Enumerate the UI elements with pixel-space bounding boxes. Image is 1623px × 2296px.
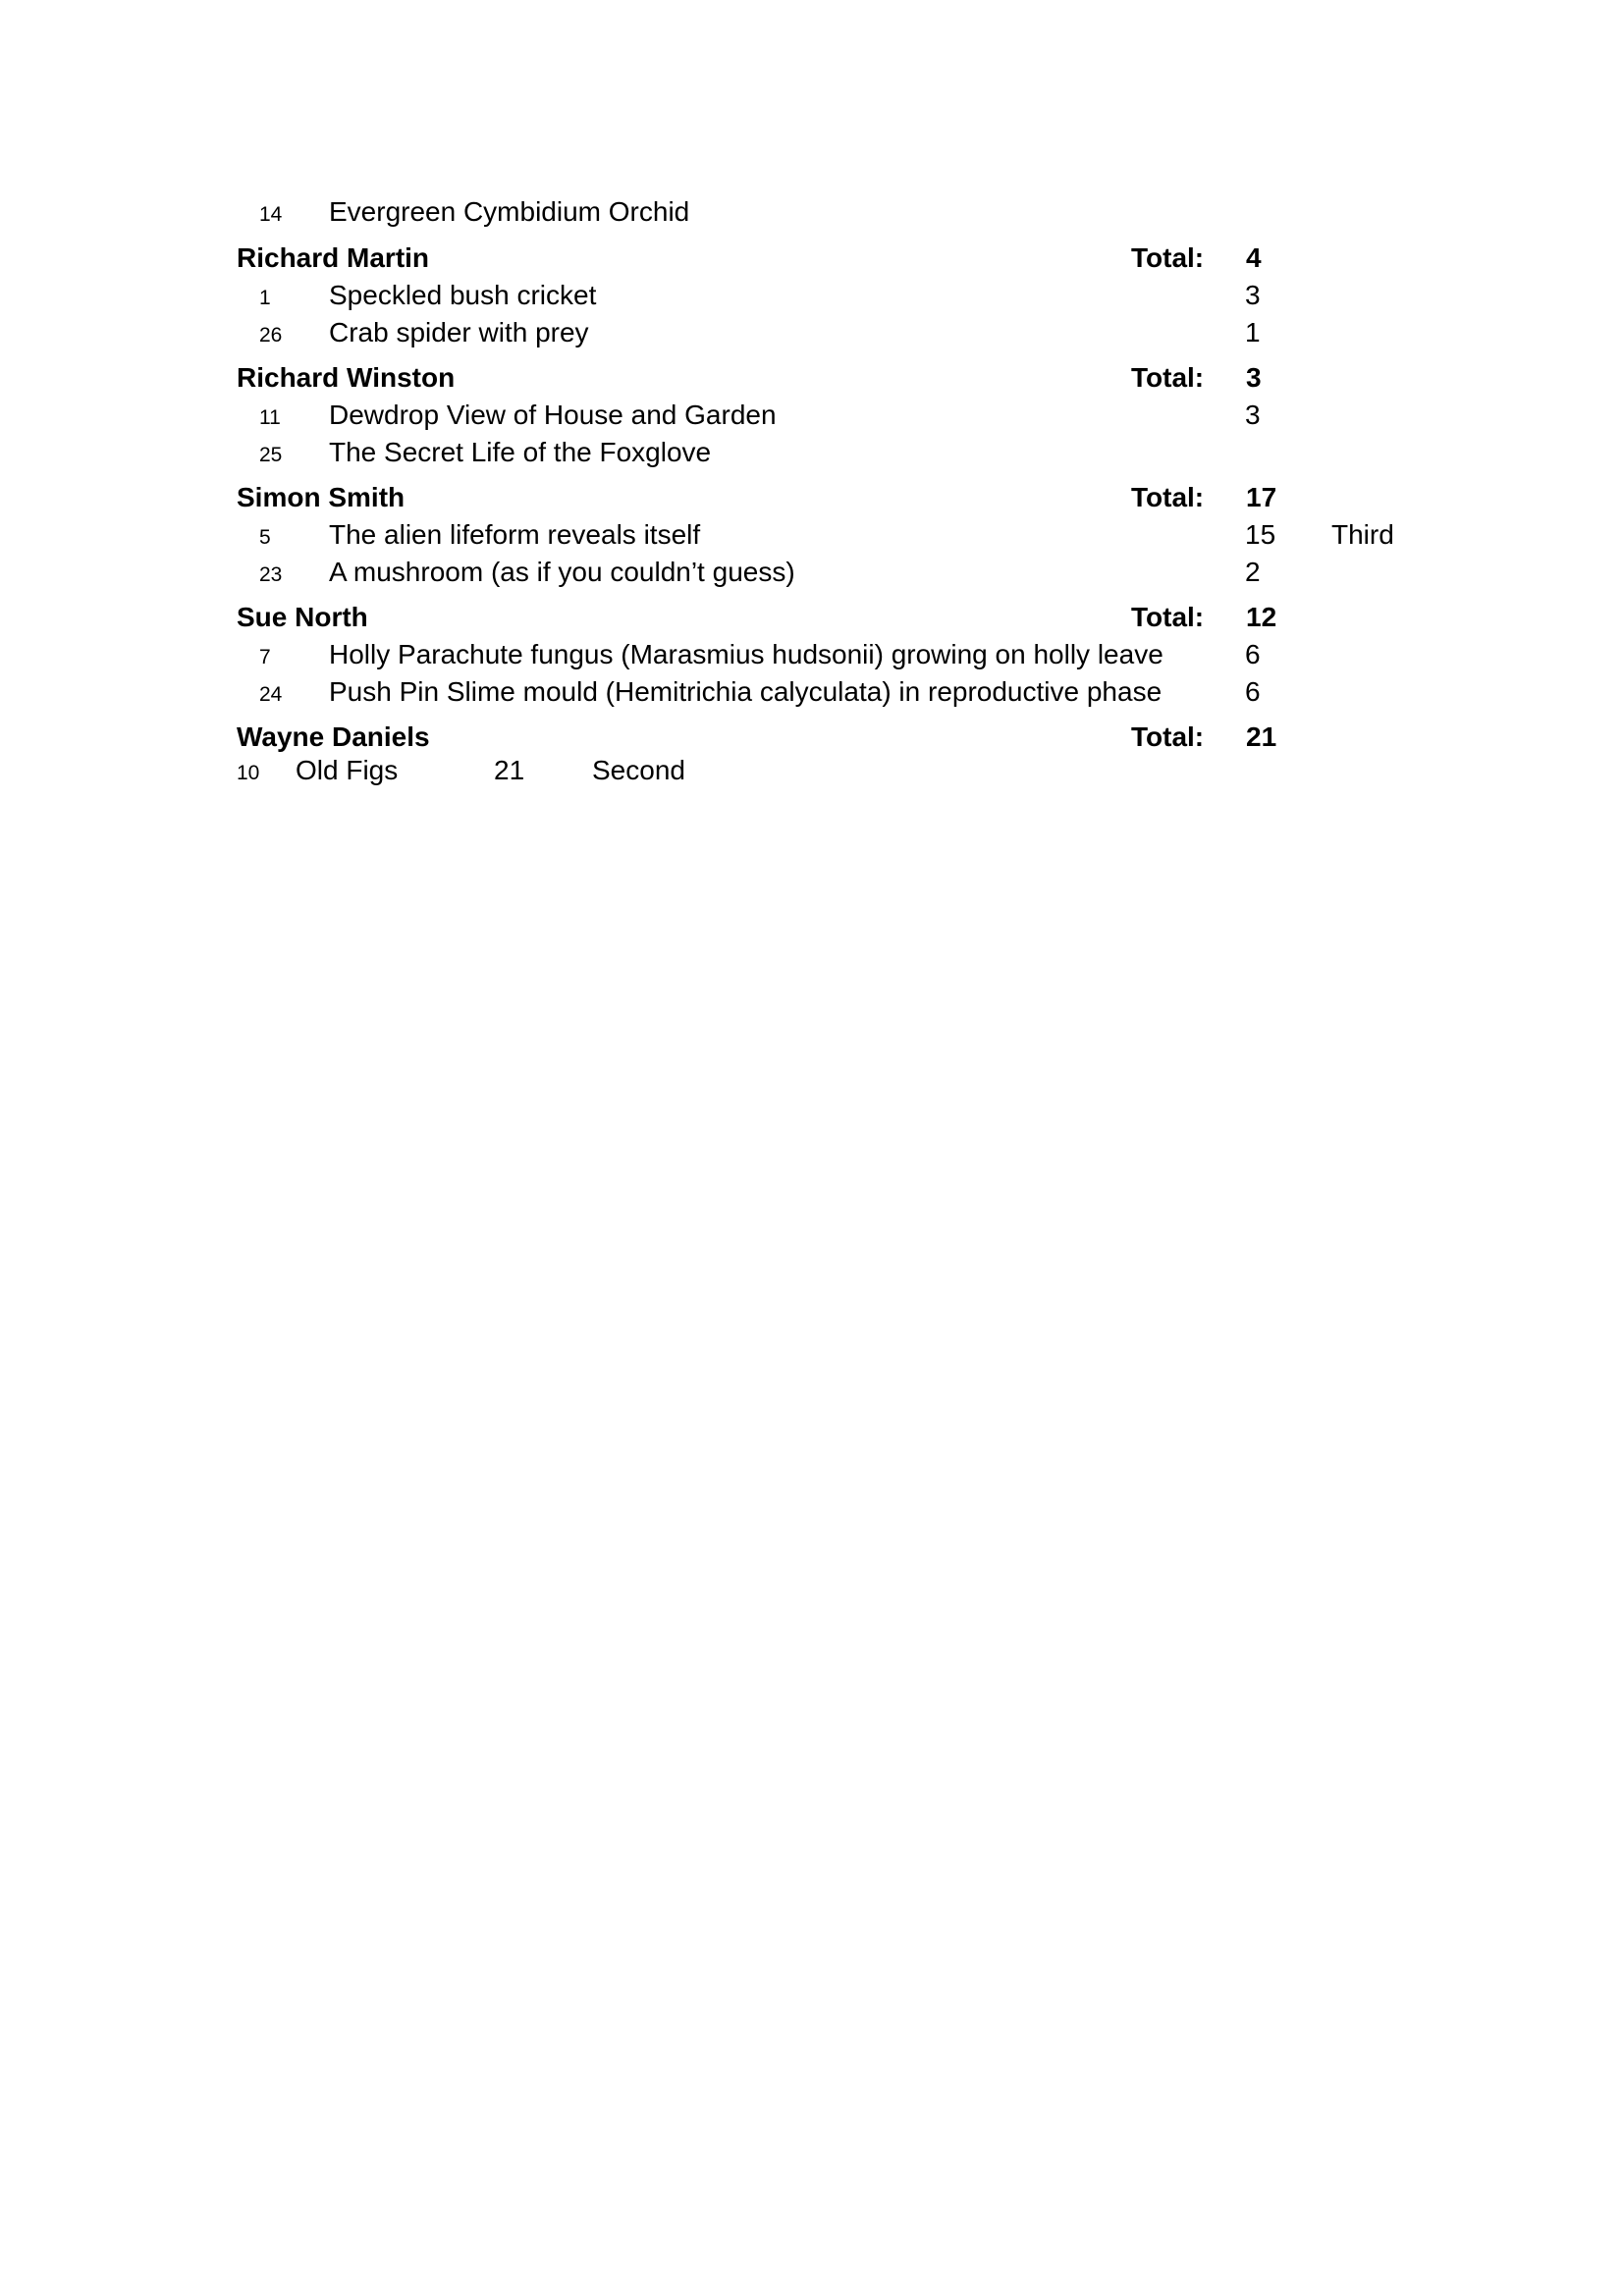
total-label: Total: xyxy=(1131,721,1205,752)
entry-place: Second xyxy=(592,755,685,785)
total-value: 12 xyxy=(1246,602,1277,632)
photographer-row xyxy=(0,362,1623,400)
entry-title: The alien lifeform reveals itself xyxy=(329,519,701,550)
entry-score: 1 xyxy=(1245,317,1261,347)
photographer-row xyxy=(0,242,1623,280)
entry-score: 6 xyxy=(1245,676,1261,707)
entry-score: 6 xyxy=(1245,639,1261,669)
entry-row xyxy=(0,755,1623,792)
entry-place: Third xyxy=(1331,519,1394,550)
total-label: Total: xyxy=(1131,602,1205,632)
entry-score: 3 xyxy=(1245,400,1261,430)
total-value: 21 xyxy=(1246,721,1277,752)
entry-number: 11 xyxy=(259,406,281,429)
entry-title: Crab spider with prey xyxy=(329,317,589,347)
entry-number: 25 xyxy=(259,444,283,466)
entry-row xyxy=(0,196,1623,234)
entry-title: Old Figs xyxy=(296,755,399,785)
photographer-name: Richard Winston xyxy=(237,362,456,393)
entry-title: A mushroom (as if you couldn’t guess) xyxy=(329,557,795,587)
total-label: Total: xyxy=(1131,362,1205,393)
entry-title: Holly Parachute fungus (Marasmius hudsonii) growing on holly leave xyxy=(329,639,1163,669)
entry-title: Dewdrop View of House and Garden xyxy=(329,400,777,430)
entry-row xyxy=(0,519,1623,557)
entry-number: 5 xyxy=(259,526,271,549)
entry-score: 2 xyxy=(1245,557,1261,587)
total-value: 4 xyxy=(1246,242,1262,273)
photographer-row xyxy=(0,721,1623,759)
entry-row xyxy=(0,639,1623,676)
photographer-row xyxy=(0,482,1623,519)
entry-number: 1 xyxy=(259,287,271,309)
photographer-name: Simon Smith xyxy=(237,482,406,512)
total-label: Total: xyxy=(1131,482,1205,512)
entry-row xyxy=(0,557,1623,594)
entry-number: 24 xyxy=(259,683,283,706)
photographer-name: Richard Martin xyxy=(237,242,430,273)
entry-number: 10 xyxy=(237,762,260,784)
entry-score: 3 xyxy=(1245,280,1261,310)
entry-title: Speckled bush cricket xyxy=(329,280,597,310)
entry-row xyxy=(0,400,1623,437)
total-label: Total: xyxy=(1131,242,1205,273)
entry-number: 26 xyxy=(259,324,283,347)
entry-score: 15 xyxy=(1245,519,1276,550)
photographer-name: Sue North xyxy=(237,602,368,632)
entry-title: Push Pin Slime mould (Hemitrichia calyculata) in reproductive phase xyxy=(329,676,1163,707)
entry-row xyxy=(0,437,1623,474)
entry-row xyxy=(0,317,1623,354)
entry-title: Evergreen Cymbidium Orchid xyxy=(329,196,690,227)
entry-number: 23 xyxy=(259,563,283,586)
entry-score: 21 xyxy=(494,755,525,785)
photographer-name: Wayne Daniels xyxy=(237,721,430,752)
entry-row xyxy=(0,676,1623,714)
entry-title: The Secret Life of the Foxglove xyxy=(329,437,712,467)
total-value: 3 xyxy=(1246,362,1262,393)
total-value: 17 xyxy=(1246,482,1277,512)
entry-row xyxy=(0,280,1623,317)
entry-number: 7 xyxy=(259,646,271,668)
entry-number: 14 xyxy=(259,203,283,226)
photographer-row xyxy=(0,602,1623,639)
